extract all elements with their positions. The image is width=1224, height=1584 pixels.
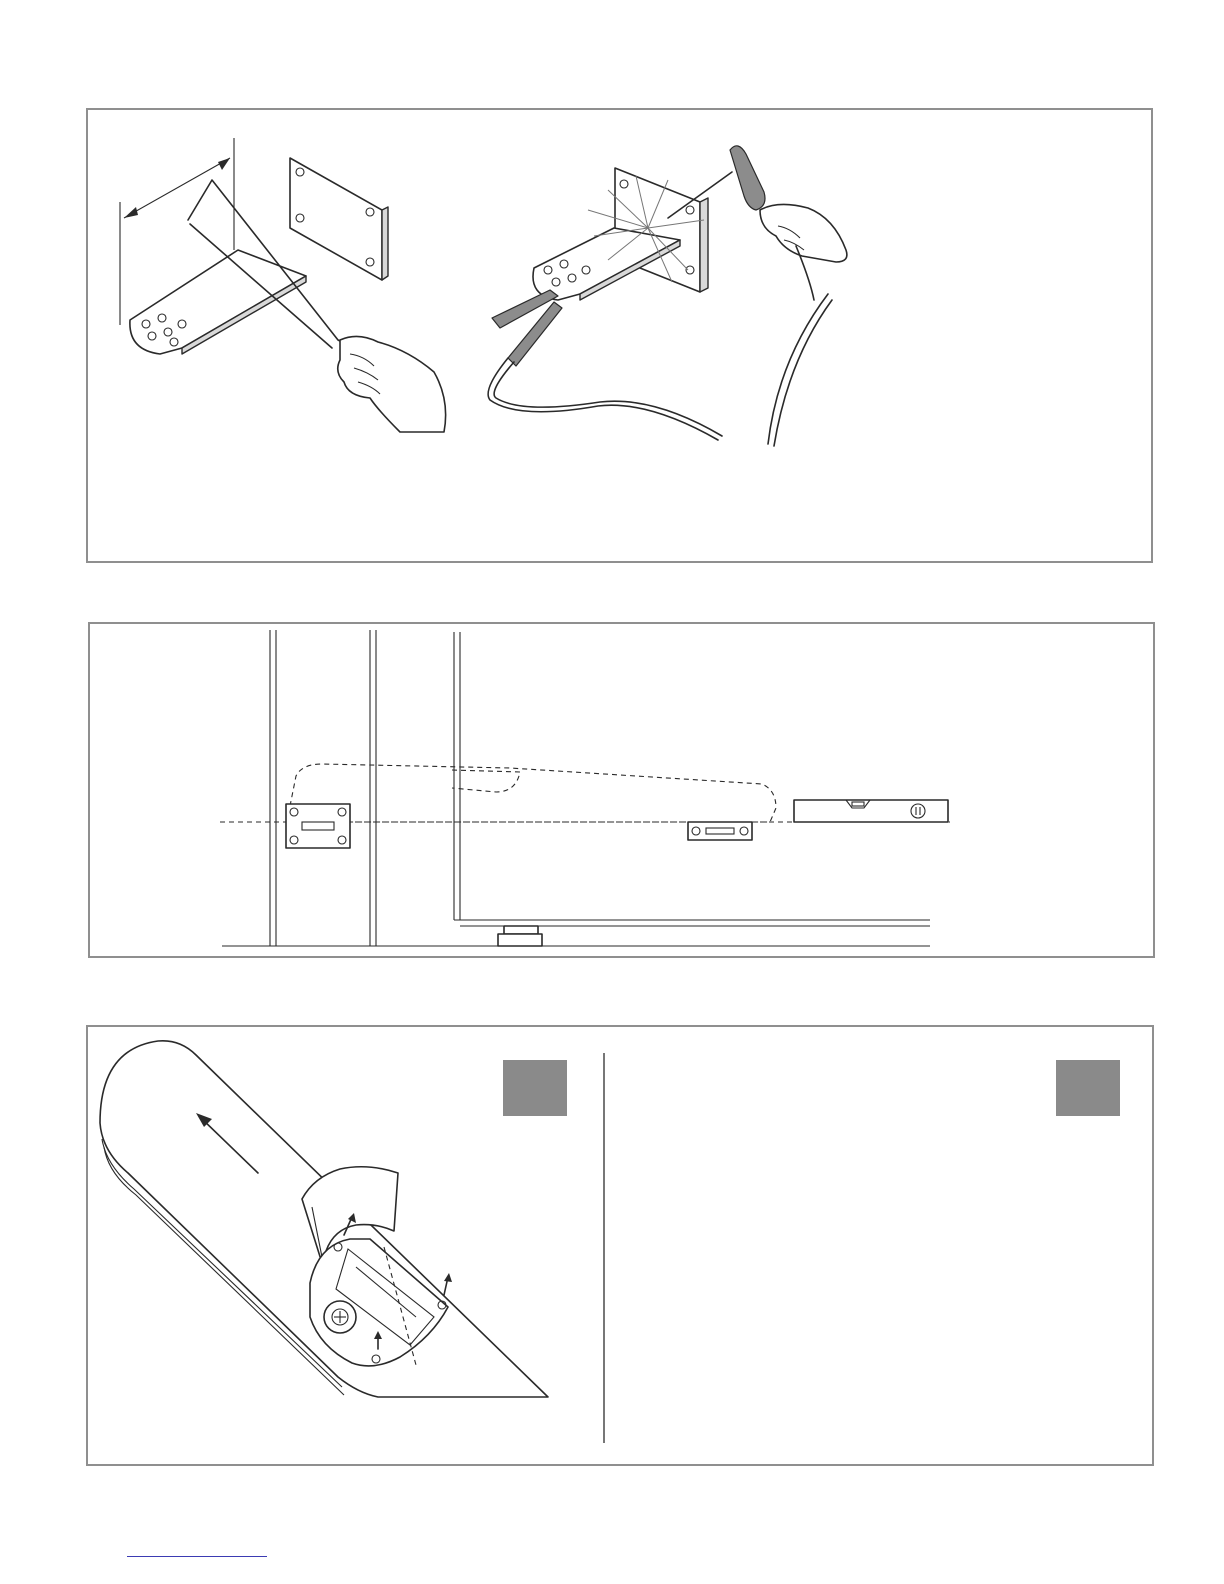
- footer-link-rule: [127, 1556, 267, 1557]
- instruction-panel-cut-and-weld: [86, 108, 1153, 563]
- cut-bracket-illustration: [120, 138, 446, 432]
- spirit-level-icon: [794, 800, 948, 822]
- mount-operator-illustration: [88, 1027, 1152, 1464]
- leveling-illustration: [90, 624, 1153, 956]
- step-badge-b: [1056, 1060, 1120, 1116]
- step-badge-a: [503, 1060, 567, 1116]
- weld-bracket-illustration: [488, 146, 847, 446]
- remove-cover-illustration: [100, 1041, 548, 1397]
- cut-and-weld-illustration: [88, 110, 1151, 561]
- instruction-panel-leveling: [88, 622, 1155, 958]
- instruction-panel-mount-operator: [86, 1025, 1154, 1466]
